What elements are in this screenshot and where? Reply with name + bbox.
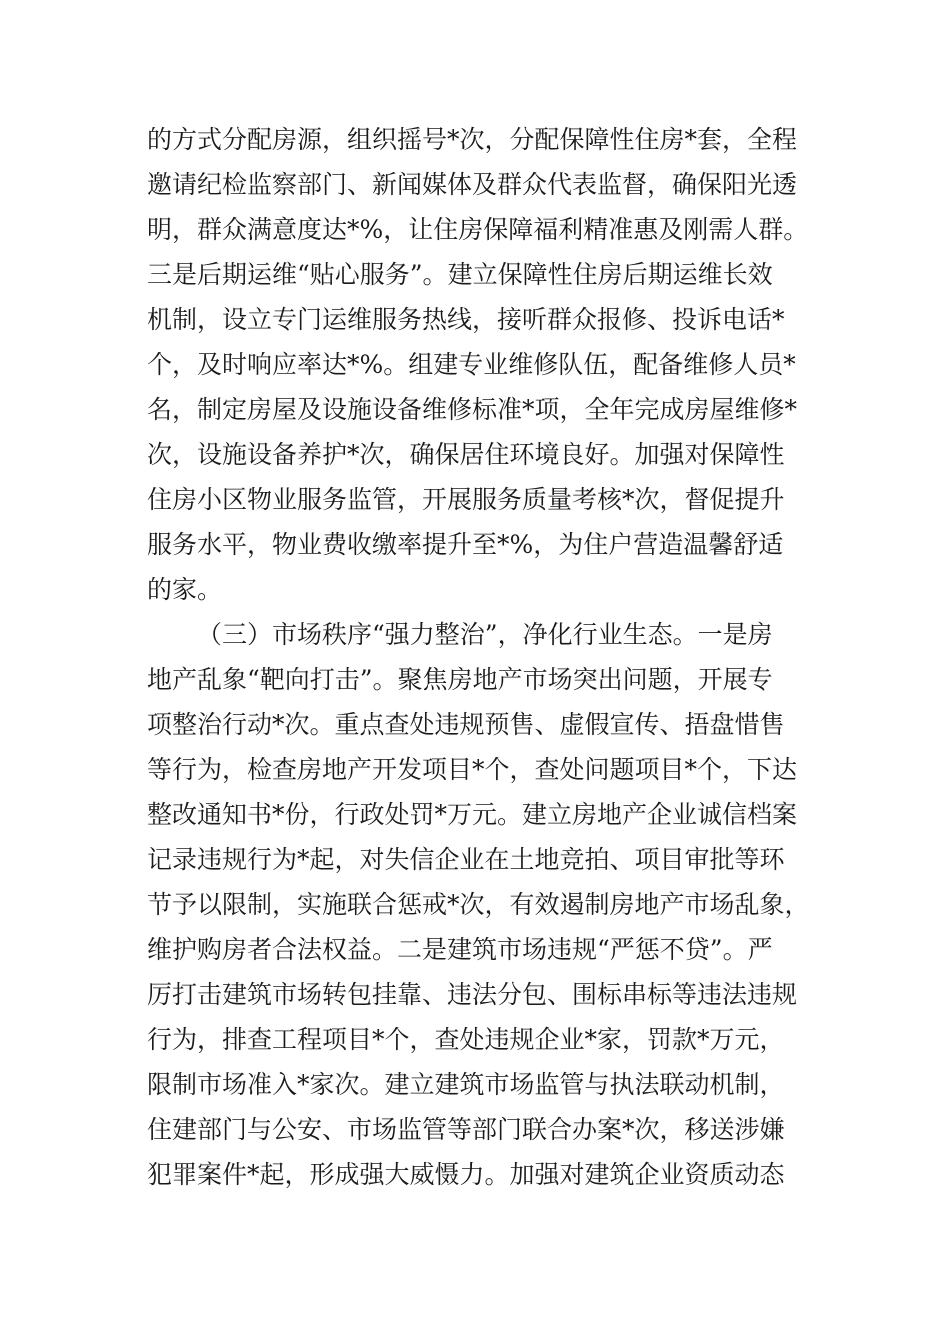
text-line: 项整治行动*次。重点查处违规预售、虚假宣传、捂盘惜售 [147, 710, 785, 739]
text-line: 地产乱象“靶向打击”。聚焦房地产市场突出问题，开展专 [147, 665, 773, 694]
text-line: 三是后期运维“贴心服务”。建立保障性住房后期运维长效 [147, 260, 773, 289]
text-line: 节予以限制，实施联合惩戒*次，有效遏制房地产市场乱象， [147, 890, 810, 919]
text-line: 次，设施设备养护*次，确保居住环境良好。加强对保障性 [147, 440, 785, 469]
text-line: 记录违规行为*起，对失信企业在土地竞拍、项目审批等环 [147, 845, 785, 874]
text-line: 服务水平，物业费收缴率提升至*%，为住户营造温馨舒适 [147, 530, 784, 559]
text-line: 犯罪案件*起，形成强大威慑力。加强对建筑企业资质动态 [147, 1160, 785, 1189]
text-line: 厉打击建筑市场转包挂靠、违法分包、围标串标等违法违规 [147, 980, 798, 1009]
text-line: 行为，排查工程项目*个，查处违规企业*家，罚款*万元， [147, 1025, 785, 1054]
text-line: 住建部门与公安、市场监管等部门联合办案*次，移送涉嫌 [147, 1115, 785, 1144]
text-line: 的方式分配房源，组织摇号*次，分配保障性住房*套，全程 [147, 125, 798, 154]
text-line: 的家。 [147, 575, 223, 604]
text-line: 名，制定房屋及设施设备维修标准*项，全年完成房屋维修* [147, 395, 798, 424]
text-line: 维护购房者合法权益。二是建筑市场违规“严惩不贷”。严 [147, 935, 773, 964]
section-heading-line: （三）市场秩序“强力整治”，净化行业生态。一是房 [197, 620, 773, 649]
text-line: 住房小区物业服务监管，开展服务质量考核*次，督促提升 [147, 485, 785, 514]
text-line: 机制，设立专门运维服务热线，接听群众报修、投诉电话* [147, 305, 785, 334]
text-line: 明，群众满意度达*%，让住房保障福利精准惠及刚需人群。 [147, 215, 809, 244]
body-text [147, 117, 827, 1197]
text-line: 等行为，检查房地产开发项目*个，查处问题项目*个，下达 [147, 755, 798, 784]
text-line: 整改通知书*份，行政处罚*万元。建立房地产企业诚信档案 [147, 800, 798, 829]
text-line: 限制市场准入*家次。建立建筑市场监管与执法联动机制， [147, 1070, 785, 1099]
text-line: 个，及时响应率达*%。组建专业维修队伍，配备维修人员* [147, 350, 796, 379]
text-line: 邀请纪检监察部门、新闻媒体及群众代表监督，确保阳光透 [147, 170, 798, 199]
